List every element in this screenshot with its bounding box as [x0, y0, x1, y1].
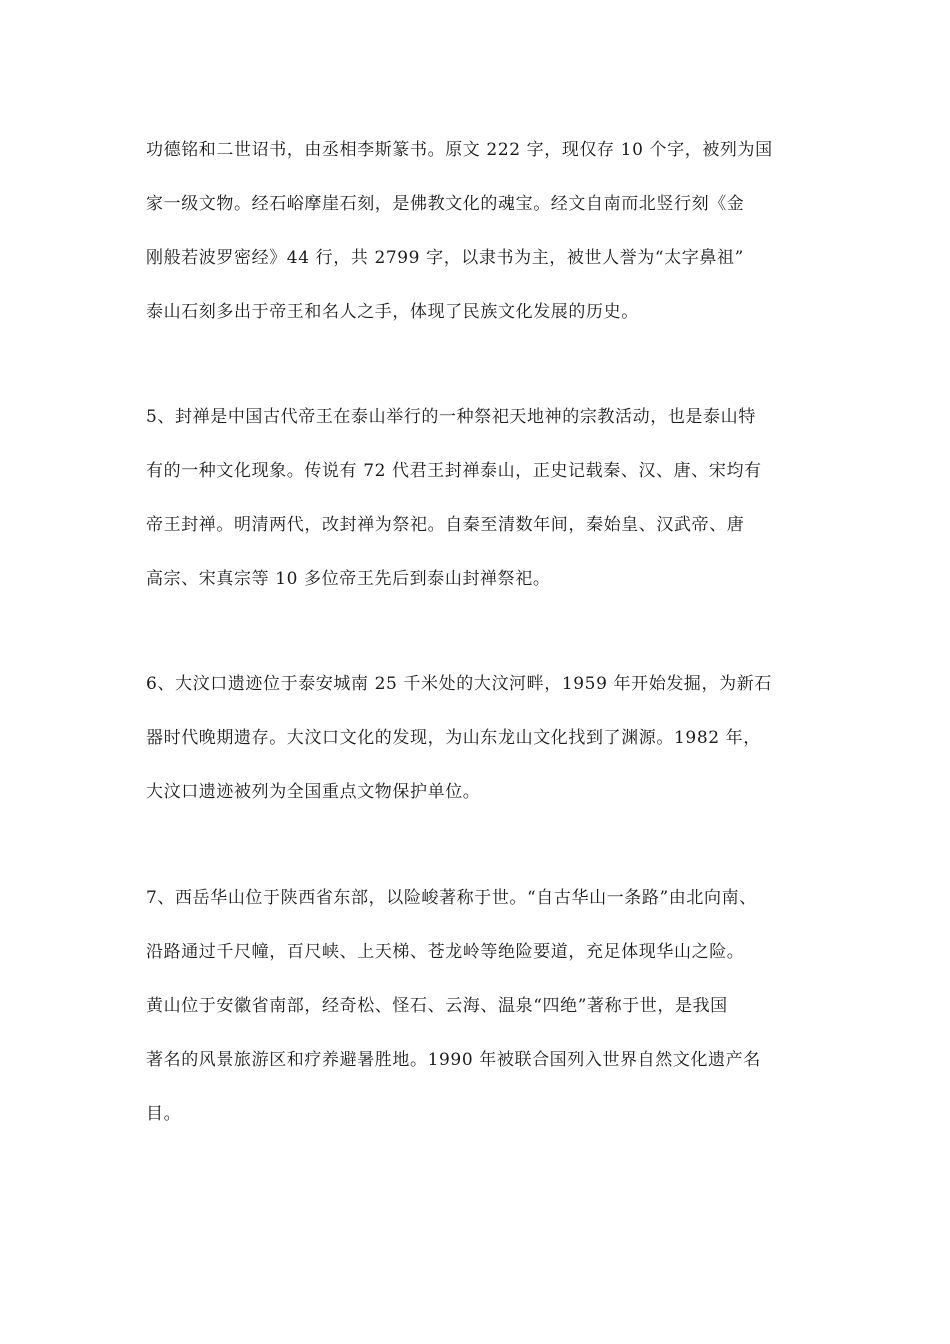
text-line: 泰山石刻多出于帝王和名人之手，体现了民族文化发展的历史。 [146, 302, 639, 322]
text-line: 帝王封禅。明清两代，改封禅为祭祀。自秦至清数年间，秦始皇、汉武帝、唐 [146, 515, 745, 535]
text-line: 6、大汶口遗迹位于泰安城南 25 千米处的大汶河畔，1959 年开始发掘，为新石 [146, 674, 772, 694]
text-line: 5、封禅是中国古代帝王在泰山举行的一种祭祀天地神的宗教活动，也是泰山特 [146, 407, 756, 427]
text-line: 功德铭和二世诏书，由丞相李斯篆书。原文 222 字，现仅存 10 个字，被列为国 [146, 140, 773, 160]
text-line: 刚般若波罗密经》44 行，共 2799 字，以隶书为主，被世人誉为“太字鼻祖” [146, 248, 744, 268]
text-line: 著名的风景旅游区和疗养避暑胜地。1990 年被联合国列入世界自然文化遗产名 [146, 1050, 761, 1070]
paragraph-item-7-huashan-huangshan [146, 888, 836, 1158]
text-line: 沿路通过千尺幢，百尺峡、上天梯、苍龙岭等绝险要道，充足体现华山之险。 [146, 942, 745, 962]
text-line: 家一级文物。经石峪摩崖石刻，是佛教文化的魂宝。经文自南而北竖行刻《金 [146, 194, 745, 214]
text-line: 目。 [146, 1104, 182, 1124]
paragraph-item-5-fengshan [146, 407, 836, 623]
text-line: 器时代晚期遗存。大汶口文化的发现，为山东龙山文化找到了渊源。1982 年， [146, 728, 761, 748]
text-line: 高宗、宋真宗等 10 多位帝王先后到泰山封禅祭祀。 [146, 569, 551, 589]
paragraph-stone-inscriptions [146, 140, 836, 356]
text-line: 黄山位于安徽省南部，经奇松、怪石、云海、温泉“四绝”著称于世，是我国 [146, 996, 728, 1016]
text-line: 7、西岳华山位于陕西省东部，以险峻著称于世。“自古华山一条路”由北向南、 [146, 888, 757, 908]
text-line: 大汶口遗迹被列为全国重点文物保护单位。 [146, 782, 481, 802]
text-line: 有的一种文化现象。传说有 72 代君王封禅泰山，正史记载秦、汉、唐、宋均有 [146, 461, 762, 481]
paragraph-item-6-dawenkou [146, 674, 836, 836]
